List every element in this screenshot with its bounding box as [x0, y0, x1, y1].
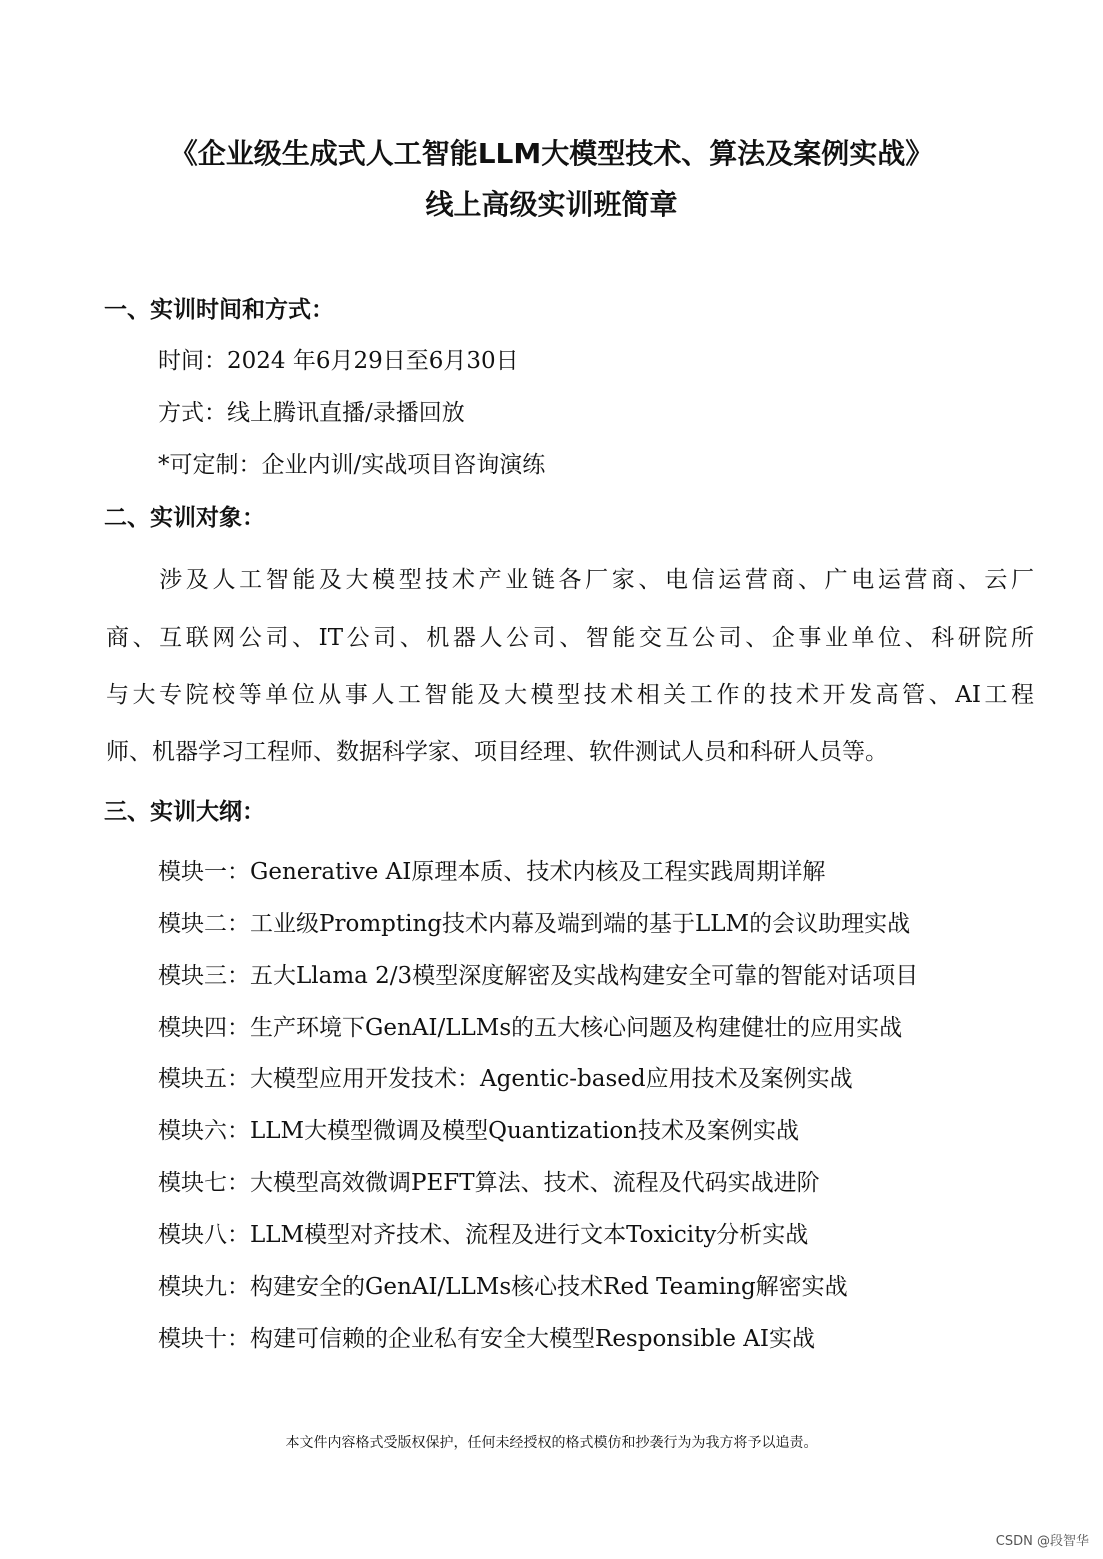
copyright-notice: 本文件内容格式受版权保护，任何未经授权的格式模仿和抄袭行为为我方将予以追责。: [285, 1435, 818, 1451]
module-item: 模块四：生产环境下GenAI/LLMs的五大核心问题及构建健壮的应用实战: [158, 1015, 903, 1041]
module-item: 模块九：构建安全的GenAI/LLMs核心技术Red Teaming解密实战: [158, 1274, 848, 1300]
csdn-watermark: CSDN @段智华: [995, 1534, 1089, 1549]
module-item: 模块一：Generative AI原理本质、技术内核及工程实践周期详解: [158, 859, 826, 885]
module-item: 模块十：构建可信赖的企业私有安全大模型Responsible AI实战: [158, 1326, 815, 1352]
section-heading-schedule: 一、实训时间和方式：: [104, 297, 334, 323]
audience-paragraph-line: 与大专院校等单位从事人工智能及大模型技术相关工作的技术开发高管、AI工程: [106, 682, 1034, 708]
schedule-time: 时间：2024 年6月29日至6月30日: [158, 348, 519, 374]
module-item: 模块三：五大Llama 2/3模型深度解密及实战构建安全可靠的智能对话项目: [158, 963, 919, 989]
module-item: 模块六：LLM大模型微调及模型Quantization技术及案例实战: [158, 1118, 799, 1144]
section-heading-audience: 二、实训对象：: [104, 505, 265, 531]
section-heading-outline: 三、实训大纲：: [104, 799, 265, 825]
document-title: 《企业级生成式人工智能LLM大模型技术、算法及案例实战》: [169, 137, 934, 170]
audience-paragraph-line: 涉及人工智能及大模型技术产业链各厂家、电信运营商、广电运营商、云厂: [106, 567, 1034, 593]
audience-paragraph-line: 师、机器学习工程师、数据科学家、项目经理、软件测试人员和科研人员等。: [106, 739, 888, 765]
audience-paragraph-line: 商、互联网公司、IT公司、机器人公司、智能交互公司、企事业单位、科研院所: [106, 625, 1034, 651]
module-item: 模块二：工业级Prompting技术内幕及端到端的基于LLM的会议助理实战: [158, 911, 911, 937]
module-item: 模块八：LLM模型对齐技术、流程及进行文本Toxicity分析实战: [158, 1222, 809, 1248]
module-item: 模块五：大模型应用开发技术：Agentic-based应用技术及案例实战: [158, 1066, 853, 1092]
schedule-method: 方式：线上腾讯直播/录播回放: [158, 400, 465, 426]
document-subtitle: 线上高级实训班简章: [425, 188, 678, 221]
module-item: 模块七：大模型高效微调PEFT算法、技术、流程及代码实战进阶: [158, 1170, 820, 1196]
schedule-customizable: *可定制：企业内训/实战项目咨询演练: [158, 452, 546, 478]
